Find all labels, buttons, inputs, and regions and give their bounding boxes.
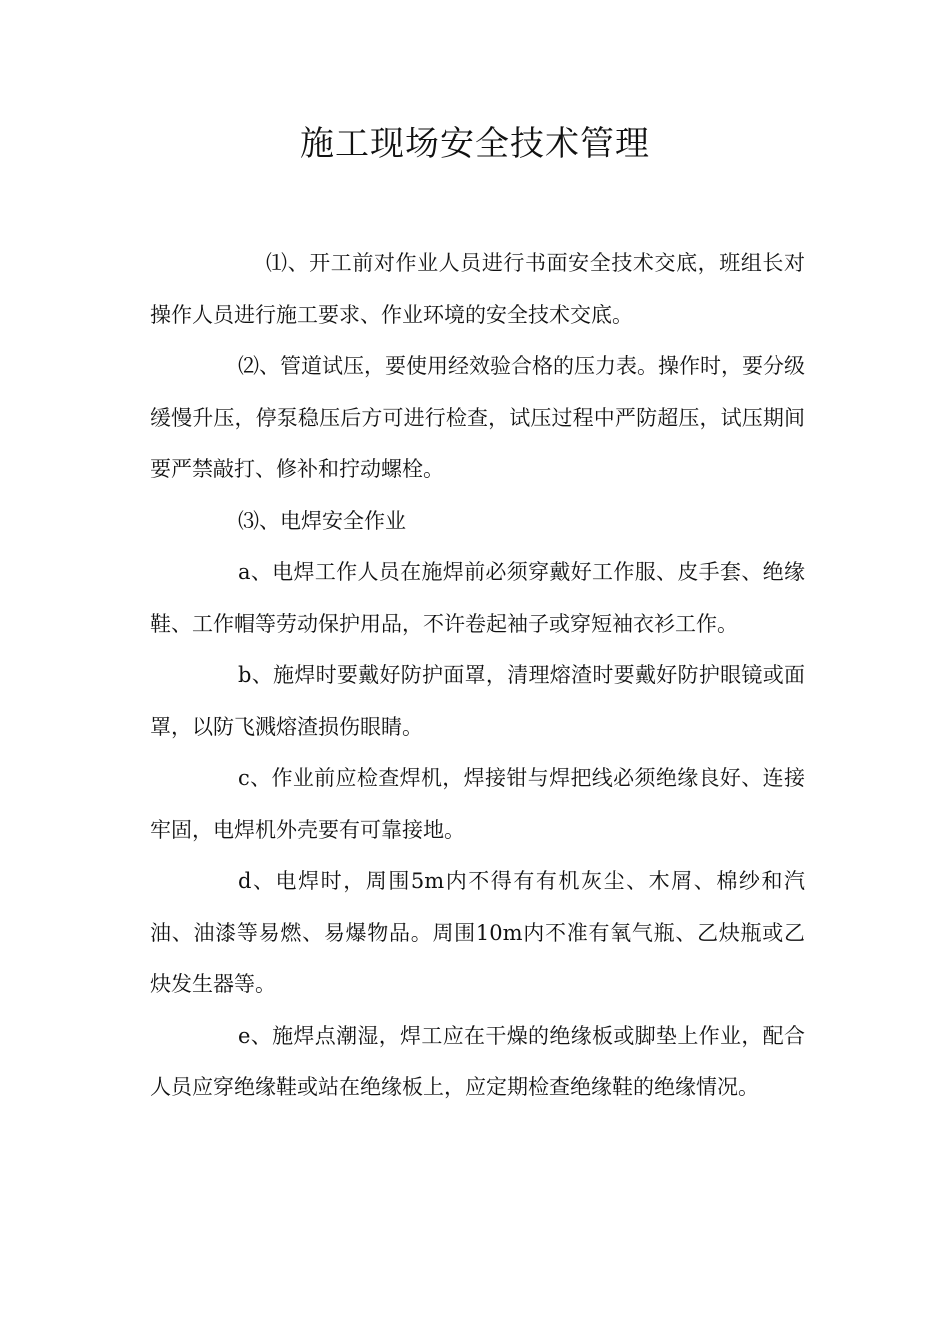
- paragraph-4: a、电焊工作人员在施焊前必须穿戴好工作服、皮手套、绝缘鞋、工作帽等劳动保护用品，不许卷起袖子或穿短袖衣衫工作。: [150, 560, 805, 636]
- document-body: [150, 238, 805, 1114]
- paragraph-2: ⑵、管道试压，要使用经效验合格的压力表。操作时，要分级缓慢升压，停泵稳压后方可进行检查，试压过程中严防超压，试压期间要严禁敲打、修补和拧动螺栓。: [150, 354, 805, 481]
- paragraph-5: b、施焊时要戴好防护面罩，清理熔渣时要戴好防护眼镜或面罩，以防飞溅熔渣损伤眼睛。: [150, 663, 805, 739]
- paragraph-3: ⑶、电焊安全作业: [238, 508, 406, 533]
- paragraph-7: d、电焊时，周围5m内不得有有机灰尘、木屑、棉纱和汽油、油漆等易燃、易爆物品。周围10m内不准有氧气瓶、乙炔瓶或乙炔发生器等。: [150, 869, 805, 996]
- paragraph-6: c、作业前应检查焊机，焊接钳与焊把线必须绝缘良好、连接牢固，电焊机外壳要有可靠接地。: [150, 766, 805, 842]
- paragraph-8: e、施焊点潮湿，焊工应在干燥的绝缘板或脚垫上作业，配合人员应穿绝缘鞋或站在绝缘板上，应定期检查绝缘鞋的绝缘情况。: [150, 1023, 805, 1099]
- paragraph-1: ⑴、开工前对作业人员进行书面安全技术交底，班组长对操作人员进行施工要求、作业环境的安全技术交底。: [150, 251, 805, 327]
- document-title: 施工现场安全技术管理: [300, 124, 650, 164]
